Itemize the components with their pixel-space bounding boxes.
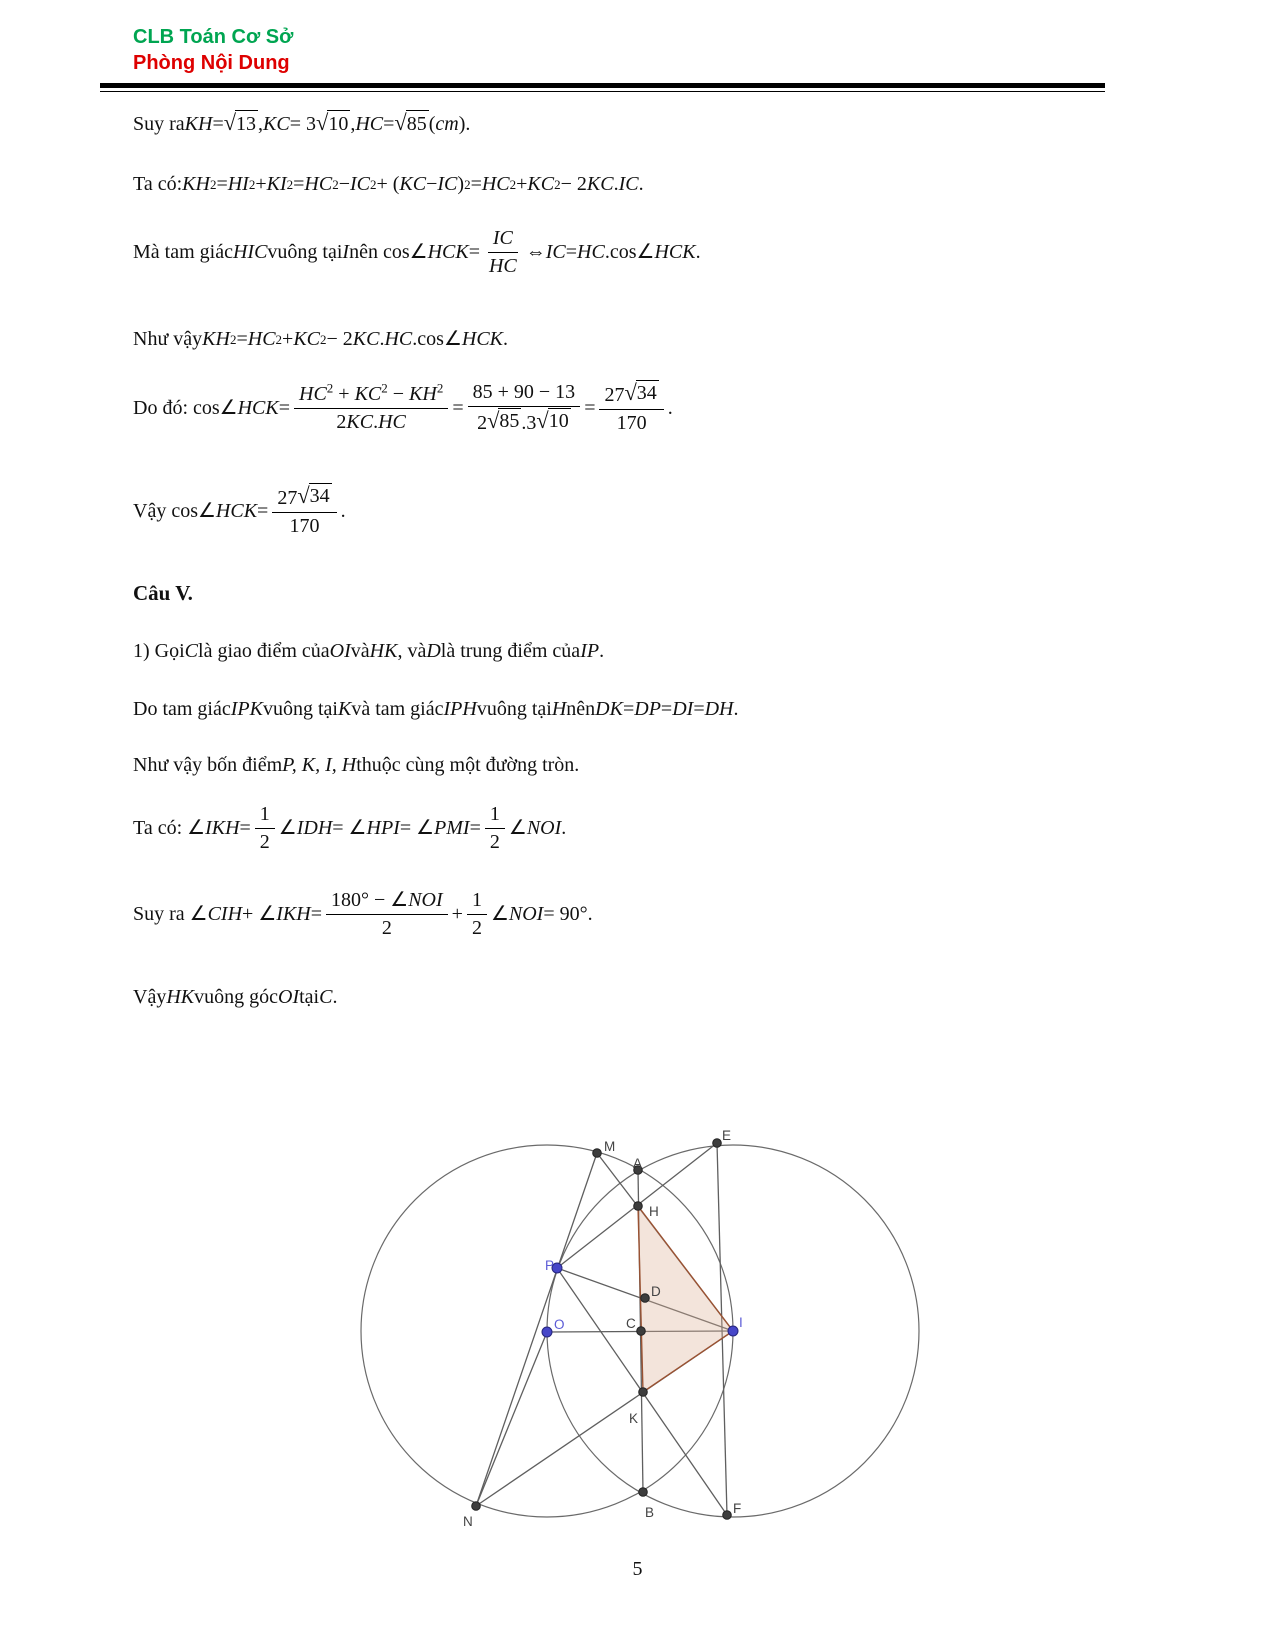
point-label-I: I <box>739 1315 743 1330</box>
page-number: 5 <box>632 1558 643 1580</box>
point-B <box>639 1488 648 1497</box>
math-line-11: Ta có: ∠ IKH = $\frac{1}{2}$ ∠ IDH = ∠ HPI = ∠ PMI = $\frac{1}{2}$ ∠ NOI . <box>133 803 567 853</box>
math-line-12: Suy ra ∠ CIH + ∠ IKH = $\frac{\text{180° − ∠NOI}}{2}$ + $\frac{1}{2}$ ∠ NOI = 90°. <box>133 889 593 939</box>
math-line-8: 1) Gọi C là giao điểm của OI và HK , và D là trung điểm của IP . <box>133 640 605 662</box>
point-label-H: H <box>649 1204 659 1219</box>
point-label-M: M <box>604 1139 616 1154</box>
math-line-9: Do tam giác IPK vuông tại K và tam giác IPH vuông tại H nên DK = DP = DI = DH . <box>133 698 739 720</box>
math-line-4: Như vậy KH 2 = HC 2 + KC 2 − 2 KC . HC .cos∠ HCK . <box>133 328 508 350</box>
math-line-5: Do đó: cos∠ HCK = $\frac{HC^2 + KC^2 - KH^2}{2KC.HC}$ = 85 + 90 − 13 2 √ 85 .3 √ 10 = 27 √ 34 170 . <box>133 379 673 434</box>
math-line-3: Mà tam giác HIC vuông tại I nên cos∠ HCK = $\frac{IC}{HC}$ ⇔ IC = HC .cos∠ HCK . <box>133 227 701 277</box>
math-line-13: Vậy HK vuông góc OI tại C . <box>133 986 338 1008</box>
two-circles-diagram <box>330 1070 950 1550</box>
geometry-figure <box>330 1070 950 1550</box>
section-heading: Câu V. <box>133 581 193 605</box>
header-department: Phòng Nội Dung <box>133 52 290 74</box>
point-label-O: O <box>554 1317 565 1332</box>
math-line-10: Như vậy bốn điểm P, K, I, H thuộc cùng một đường tròn. <box>133 754 580 776</box>
segment-NM <box>476 1153 597 1506</box>
point-label-D: D <box>651 1284 661 1299</box>
page-header <box>133 24 293 76</box>
point-H <box>634 1202 643 1211</box>
point-label-B: B <box>645 1505 655 1520</box>
point-M <box>593 1149 602 1158</box>
header-rule-thick <box>100 83 1105 88</box>
header-club-name: CLB Toán Cơ Sở <box>133 26 294 48</box>
header-rule-thin <box>100 91 1105 92</box>
segment-ON <box>476 1332 547 1506</box>
point-D <box>641 1294 650 1303</box>
math-line-2: Ta có: KH 2 = HI 2 + KI 2 = HC 2 − IC 2 + ( KC − IC ) 2 = HC 2 + KC 2 − 2 KC . IC . <box>133 173 644 195</box>
point-label-P: P <box>545 1258 555 1273</box>
point-E <box>713 1139 722 1148</box>
point-I <box>728 1326 738 1336</box>
point-label-A: A <box>633 1156 643 1171</box>
math-line-6: Vậy cos∠ HCK = 27 √ 34 170 . <box>133 483 346 537</box>
math-line-1: Suy ra KH = √ 13 , KC = 3 √ 10 , HC = √ 85 ( cm ). <box>133 110 1143 138</box>
point-label-F: F <box>733 1501 742 1516</box>
point-label-C: C <box>626 1316 636 1331</box>
point-label-N: N <box>463 1514 473 1529</box>
point-N <box>472 1502 481 1511</box>
point-F <box>723 1511 732 1520</box>
point-label-K: K <box>629 1411 639 1426</box>
point-O <box>542 1327 552 1337</box>
point-C <box>637 1327 646 1336</box>
point-K <box>639 1388 648 1397</box>
point-label-E: E <box>722 1128 732 1143</box>
